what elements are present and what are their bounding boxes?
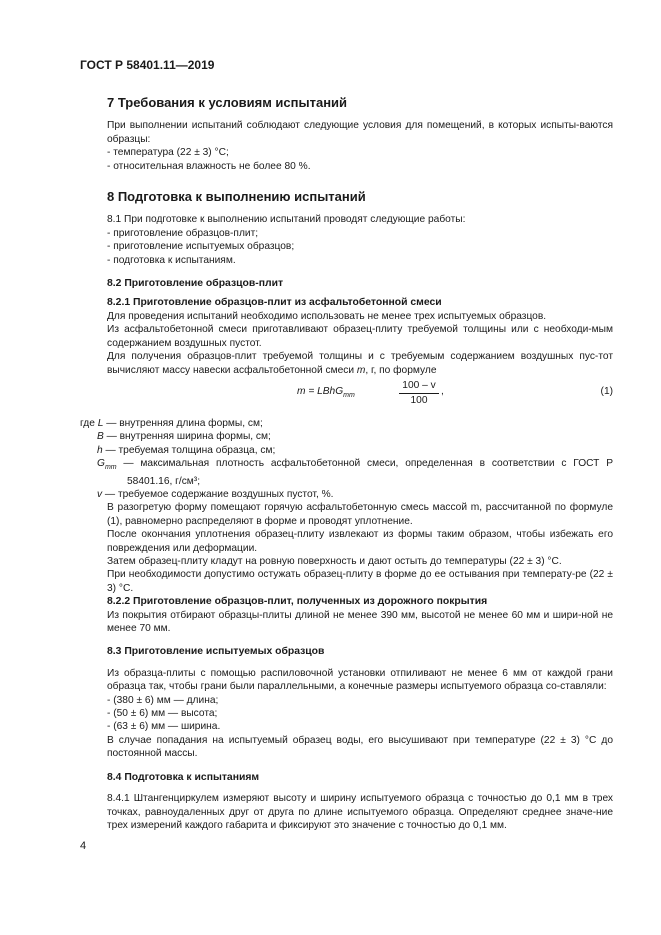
formula-sub: mm xyxy=(343,391,355,399)
formula-1 xyxy=(107,377,613,417)
var-m: m xyxy=(356,364,366,376)
para-8-3-b: В случае попадания на испытуемый образец воды, его высушивают при температуре (22 ± 3) °С до постоянной массы. xyxy=(107,734,613,760)
para-8-2-1-b xyxy=(80,323,613,350)
section-8-1-item-3: - подготовка к испытаниям. xyxy=(107,254,236,266)
para-8-2-1-g: При необходимости допустимо остужать образец-плиту в форме до ее остывания при температу-ре (22 ± 3) °С. xyxy=(107,569,613,594)
section-7-intro: При выполнении испытаний соблюдают следующие условия для помещений, в которых испыты-ваются образцы: xyxy=(107,120,613,145)
section-8-2-2-title: 8.2.2 Приготовление образцов-плит, полученных из дорожного покрытия xyxy=(107,596,488,608)
def-symbol: G xyxy=(97,458,105,470)
para-8-3: Из образца-плиты с помощью распиловочной установки отпиливают не менее 6 мм от каждой грани образца так, чтобы грани были параллельными, а конечные размеры испытуемого образца со-ставляли: xyxy=(107,667,613,693)
formula-number: (1) xyxy=(600,385,613,397)
section-7-item-2: - относительная влажность не более 80 %. xyxy=(107,160,311,172)
para-8-2-1-c-tail: , г, по формуле xyxy=(365,364,437,376)
dim-width: - (63 ± 6) мм — ширина. xyxy=(107,721,221,733)
document-body xyxy=(80,95,613,832)
definition-B xyxy=(97,430,613,443)
para-8-2-1-e: После окончания уплотнения образец-плиту извлекают из формы таким образом, чтобы избежать его повреждения или деформации. xyxy=(107,529,613,554)
dim-length: - (380 ± 6) мм — длина; xyxy=(107,694,219,706)
def-text: — требуемая толщина образца, см; xyxy=(102,444,276,456)
def-symbol: v xyxy=(97,488,103,500)
formula-denominator: 100 xyxy=(410,395,428,407)
para-8-2-2: Из покрытия отбирают образцы-плиты длиной не менее 390 мм, высотой не менее 60 мм и шири-ной не менее 70 мм. xyxy=(107,609,613,635)
section-8-4-title: 8.4 Подготовка к испытаниям xyxy=(107,771,260,783)
document-header: ГОСТ Р 58401.11—2019 xyxy=(80,58,215,72)
formula-lhs xyxy=(297,385,355,402)
formula-fraction xyxy=(399,379,439,408)
def-symbol: B xyxy=(97,431,104,443)
para-8-2-1-f: Затем образец-плиту кладут на ровную поверхность и дают остыть до температуры (22 ± 3) °С. xyxy=(107,556,562,567)
def-text: — внутренняя длина формы, см; xyxy=(103,417,263,429)
formula-comma: , xyxy=(441,385,444,397)
dim-height: - (50 ± 6) мм — высота; xyxy=(107,708,218,720)
section-8-1-item-2: - приготовление испытуемых образцов; xyxy=(107,241,295,253)
section-8-1: 8.1 При подготовке к выполнению испытаний проводят следующие работы: xyxy=(107,214,466,226)
section-8-2-title: 8.2 Приготовление образцов-плит xyxy=(107,278,284,290)
para-8-2-1-b-text: Из асфальтобетонной смеси приготавливают образец-плиту требуемой толщины или с необходи-мым содержанием воздушных пустот. xyxy=(107,324,613,349)
def-symbol: h xyxy=(97,444,103,456)
def-text: — внутренняя ширина формы, см; xyxy=(103,431,271,443)
section-8-title: 8 Подготовка к выполнению испытаний xyxy=(107,189,366,205)
section-8-2-1-title: 8.2.1 Приготовление образцов-плит из асфальтобетонной смеси xyxy=(107,297,442,309)
para-8-2-1-c xyxy=(107,350,613,377)
def-subscript: mm xyxy=(104,464,117,472)
def-symbol: L xyxy=(97,417,104,429)
para-8-2-1-a: Для проведения испытаний необходимо использовать не менее трех испытуемых образцов. xyxy=(107,310,547,322)
para-8-2-1-c-text: Для получения образцов-плит требуемой толщины и с требуемым содержанием воздушных пус-тот вычисляют массу навески асфальтобетонной смеси xyxy=(107,351,613,376)
section-7-title: 7 Требования к условиям испытаний xyxy=(107,95,348,110)
page-number: 4 xyxy=(80,840,87,852)
definition-G xyxy=(97,457,613,488)
section-7-item-1: - температура (22 ± 3) °С; xyxy=(107,147,229,159)
formula-numerator: 100 – v xyxy=(399,379,439,394)
definitions xyxy=(80,417,613,501)
where-word: где xyxy=(80,417,95,429)
section-8-3-title: 8.3 Приготовление испытуемых образцов xyxy=(107,646,325,658)
para-8-4-1: 8.4.1 Штангенциркулем измеряют высоту и ширину испытуемого образца с точностью до 0,1 мм в трех точках, равноудаленных друг от друга по длине испытуемого образца. Определяют среднее значе-ние трех измерений каждого габарита и фиксируют это значение с точностью до 0,1 мм. xyxy=(107,793,613,831)
def-text: — требуемое содержание воздушных пустот, %. xyxy=(102,488,334,500)
definition-h xyxy=(97,444,613,457)
formula-lhs-text: m = LBhG xyxy=(297,385,344,397)
def-text: — максимальная плотность асфальтобетонной смеси, определенная в соответствии с ГОСТ Р 58401.16, г/см³; xyxy=(116,458,613,487)
definition-L xyxy=(80,417,613,430)
section-8-1-item-1: - приготовление образцов-плит; xyxy=(107,227,259,239)
definition-v xyxy=(97,488,613,501)
para-8-2-1-d: В разогретую форму помещают горячую асфальтобетонную смесь массой m, рассчитанной по формуле (1), равномерно распределяют в форме и проводят уплотнение. xyxy=(107,502,613,527)
